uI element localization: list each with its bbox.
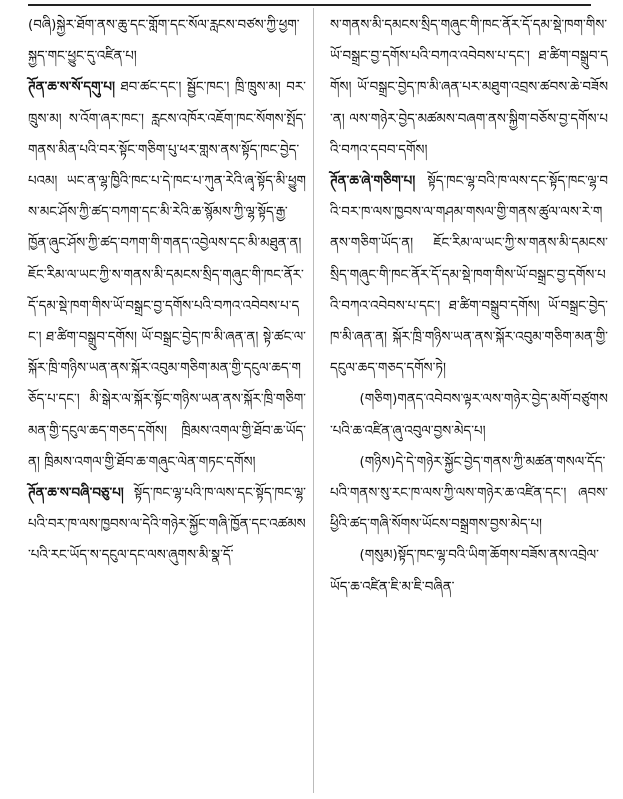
- clause-text: (གསུམ)སྟོད་ཁང་ལྷ་བའི་ཡིག་ཆོགས་བཟོས་ནས་འབྲེལ་ཡོད་ཆ་འཛིན་ཇི་མ་ཇི་བཞིན་: [330, 548, 599, 595]
- article-41: [330, 166, 608, 384]
- right-column: [330, 10, 608, 603]
- article-heading: ཊོན་ཆ་ཞེ་གཅིག་པ།: [330, 174, 416, 190]
- article-heading: ཊོན་ཆ་ས་སོ་དགུ་པ།: [28, 80, 115, 96]
- article-heading: ཊོན་ཆ་ས་བཞི་བཅུ་པ།: [28, 486, 124, 502]
- clause-text: (གཉིས)དེ་དེ་གཉེར་སྐྱོང་བྱེད་གནས་ཀྱི་མཚན་གསལ་དོད་པའི་གནས་སུ་རང་ཁ་ལས་ཀྱི་ལས་གཉེར་ཆ་འཛིན་དང་། ཞབས་ཕྱིའི་ཚད་གཞི་སོགས་ཡོངས་བསྒྲགས་བྱས་མེད་པ།: [330, 454, 608, 533]
- article-40: [28, 478, 306, 572]
- clause-1: [330, 384, 608, 446]
- article-39: [28, 72, 306, 478]
- left-column: [28, 10, 306, 572]
- article-text: ཐབ་ཚང་དང་། སྦྱོང་ཁང་། ཁྲི་ཁྲུས་མ། བར་ཁྲུས་མ། ས་འོག་ཞར་ཁང་། རླངས་འཁོར་འཇོག་ཁང་སོགས་སྤོད་གནས་མིན་པའི་བར་སྟོང་གཅིག་པུ་ཕར་གླས་ནས་སྟོད་ཁང་བྱེད་པའམ། ཡང་ན་ལྷ་ཁྱིའི་ཁང་པ་དེ་ཁང་པ་ཀུན་རེའི་ཞྭ་སྟོད་མི་ཕྱུགས་མང་ཤོས་ཀྱི་ཚད་བཀག་དང་མི་རེའི་ཆ་སྙོམས་ཀྱི་ལྷ་སྟོད་རྒྱ་ཁྱོན་ཞུང་ཤོས་ཀྱི་ཚད་བཀག་གི་གནད་འབྱེལས་དང་མི་མཐུན་ན། ཇོང་རིམ་ལ་ཡང་ཀྱི་ས་གནས་མི་དམངས་སྲིད་གཞུང་གི་ཁང་ནོར་དོ་དམ་སྡེ་ཁག་གིས་ཡོ་བསྒྲང་བྱ་དགོས་པའི་བཀའ་འབེབས་པ་དང་། ཐ་ཚིག་བསྒྲུབ་དགོས། ཡོ་བསྒྲང་བྱེད་ཁ་མི་ཞན་ན། སྟེ་ཚང་ལ་སྐོར་ཁྲི་གཉིས་ཡན་ནས་སྐོར་འབུམ་གཅིག་མན་གྱི་དངུལ་ཆད་གཅོད་པ་དང་། མི་སྒེར་ལ་སྐོར་སྟོང་གཉིས་ཡན་ནས་སྐོར་ཁྲི་གཅིག་མན་གྱི་དངུལ་ཆད་གཅད་དགོས། ཁྲིམས་འགལ་གྱི་ཐོབ་ཆ་ཡོད་ན། ཁྲིམས་འགལ་གྱི་ཐོབ་ཆ་གཞུང་ལེན་གཏང་དགོས།: [28, 80, 306, 470]
- paragraph-text: ས་གནས་མི་དམངས་སྲིད་གཞུང་གི་ཁང་ནོར་དོ་དམ་སྡེ་ཁག་གིས་ཡོ་བསྒྲང་བྱ་དགོས་པའི་བཀའ་འབེབས་པ་དང་། ཐ་ཚིག་བསྒྲུབ་དགོས། ཡོ་བསྒྲང་བྱེད་ཁ་མི་ཞན་པར་མཐུག་འབྲས་ཚབས་ཆེ་བཟོས་ན། ལས་གཉེར་བྱེད་མཚམས་བཞག་ནས་སྐྱིག་བཅོས་བྱ་དགོས་པའི་བཀའ་དབབ་དགོས།: [330, 18, 608, 158]
- column-divider: [313, 8, 314, 793]
- article-text: སྟོད་ཁང་ལྷ་པའི་ཁ་ལས་དང་སྟོད་ཁང་ལྷ་པའི་བར་ཁ་ལས་ཁྱབས་ལ་དེའི་གཉེར་སྐྱོང་གཞི་ཁྱོན་དང་འཚམས་པའི་རང་ཡོད་ས་དངུལ་དང་ལས་ཞུགས་མི་སྣ་དོ་: [28, 486, 306, 564]
- paragraph-text: (བཞི)སྐྱེར་ཐོག་ནས་ཆུ་དང་གློག་དང་སོལ་རླངས་བཙས་ཀྱི་ཕྱག་སྐྱད་གང་ཕྱུང་དུ་འཛིན་པ།: [28, 18, 300, 65]
- article-text: སྟོད་ཁང་ལྷ་བའི་ཁ་ལས་དང་སྟོད་ཁང་ལྷ་བའི་བར་ཁ་ལས་ཁྱབས་ལ་གཤམ་གསལ་གྱི་གནས་ཚུལ་ལས་རེ་གནས་གཅིག་ཡོད་ན། ཇོང་རིམ་ལ་ཡང་ཀྱི་ས་གནས་མི་དམངས་སྲིད་གཞུང་གི་ཁང་ནོར་དོ་དམ་སྡེ་ཁག་གིས་ཡོ་བསྒྲང་བྱ་དགོས་པའི་བཀའ་འབེབས་པ་དང་། ཐ་ཚིག་བསྒྲུབ་དགོས། ཡོ་བསྒྲང་བྱེད་ཁ་མི་ཞན་ན། སྐོར་ཁྲི་གཉིས་ཡན་ནས་སྐོར་འབུམ་གཅིག་མན་གྱི་དངུལ་ཆད་གཅད་དགོས་ཏེ།: [330, 174, 608, 377]
- top-rule: [28, 4, 591, 6]
- clause-2: [330, 447, 608, 541]
- clause-text: (གཅིག)གནད་འབེབས་ལྟར་ལས་གཉེར་བྱེད་མགོ་བཙུགས་པའི་ཆ་འཛིན་ཞུ་འབུལ་བྱས་མེད་པ།: [330, 392, 608, 439]
- paragraph-continuation: [330, 10, 608, 166]
- clause-3: [330, 540, 608, 602]
- paragraph-continuation: [28, 10, 306, 72]
